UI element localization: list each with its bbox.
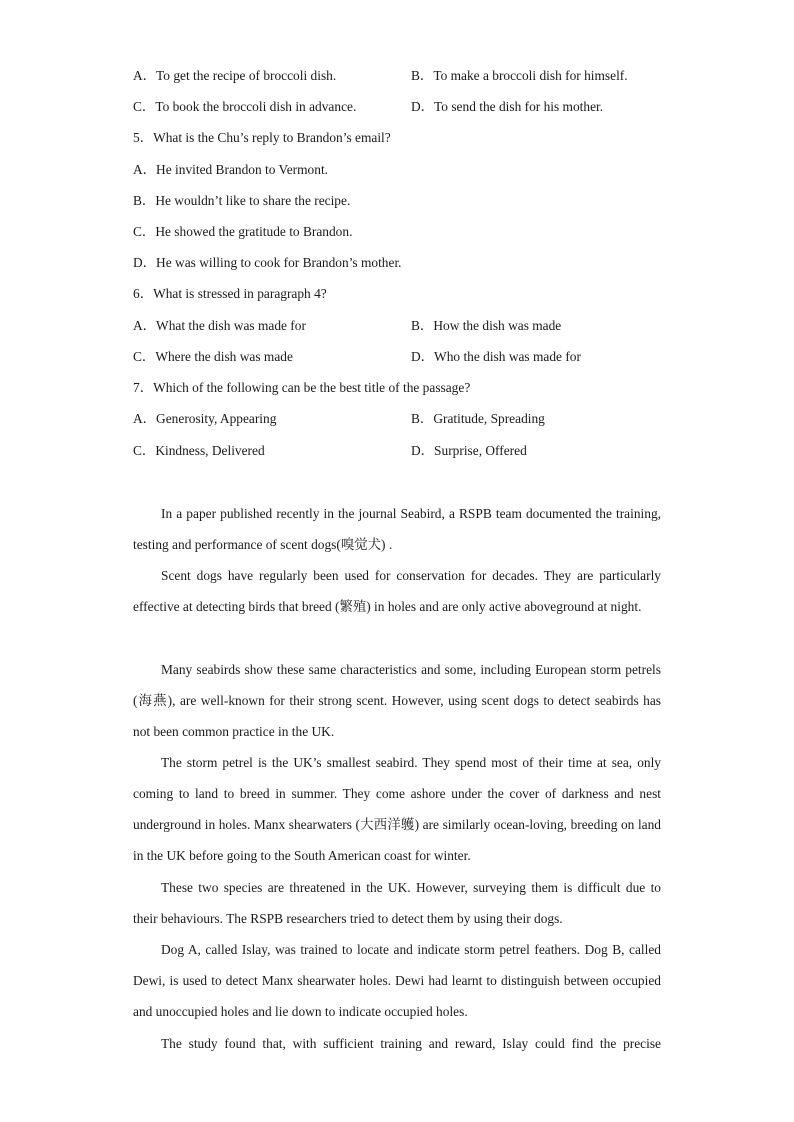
- passage-paragraph-4: The storm petrel is the UK’s smallest seabird. They spend most of their time at sea, only coming to land to breed in summer. They come ashore under the cover of darkness and nest underground in holes. Manx shearwaters (大西洋鹱) are similarly ocean-loving, breeding on land in the UK before going to the South American coast for winter.: [133, 755, 661, 864]
- passage-paragraph-2: Scent dogs have regularly been used for conservation for decades. They are particularly effective at detecting birds that breed (繁殖) in holes and are only active aboveground at night.: [133, 568, 661, 615]
- passage-paragraph-3: Many seabirds show these same characteristics and some, including European storm petrels (海燕), are well-known for their strong scent. However, using scent dogs to detect seabirds has not been common practice in the UK.: [133, 662, 661, 740]
- q7-option-b: B．Gratitude, Spreading: [411, 411, 545, 426]
- q4-option-b: B．To make a broccoli dish for himself.: [411, 68, 628, 83]
- q7-stem: 7．Which of the following can be the best title of the passage?: [133, 380, 471, 395]
- q5-option-c: C．He showed the gratitude to Brandon.: [133, 224, 353, 239]
- q6-option-c: C．Where the dish was made: [133, 349, 293, 364]
- q6-option-b: B．How the dish was made: [411, 318, 562, 333]
- q6-option-d: D．Who the dish was made for: [411, 349, 581, 364]
- q7-option-c: C．Kindness, Delivered: [133, 443, 265, 458]
- q5-option-a: A．He invited Brandon to Vermont.: [133, 162, 329, 177]
- q7-option-a: A．Generosity, Appearing: [133, 411, 277, 426]
- q4-option-a: A．To get the recipe of broccoli dish.: [133, 68, 337, 83]
- q5-option-b: B．He wouldn’t like to share the recipe.: [133, 193, 351, 208]
- q4-option-d: D．To send the dish for his mother.: [411, 99, 604, 114]
- q5-option-d: D．He was willing to cook for Brandon’s mother.: [133, 255, 402, 270]
- passage-paragraph-1: In a paper published recently in the journal Seabird, a RSPB team documented the training, testing and performance of scent dogs(嗅觉犬) .: [133, 506, 661, 553]
- q6-option-a: A．What the dish was made for: [133, 318, 306, 333]
- passage-paragraph-5: These two species are threatened in the UK. However, surveying them is difficult due to their behaviours. The RSPB researchers tried to detect them by using their dogs.: [133, 880, 661, 927]
- q4-option-c: C．To book the broccoli dish in advance.: [133, 99, 357, 114]
- passage-paragraph-6: Dog A, called Islay, was trained to locate and indicate storm petrel feathers. Dog B, called Dewi, is used to detect Manx shearwater holes. Dewi had learnt to distinguish between occupied and unoccupied holes and lie down to indicate occupied holes.: [133, 942, 661, 1020]
- q7-option-d: D．Surprise, Offered: [411, 443, 527, 458]
- passage-paragraph-7: The study found that, with sufficient training and reward, Islay could find the precise: [161, 1036, 661, 1051]
- q6-stem: 6．What is stressed in paragraph 4?: [133, 286, 327, 301]
- q5-stem: 5．What is the Chu’s reply to Brandon’s email?: [133, 130, 391, 145]
